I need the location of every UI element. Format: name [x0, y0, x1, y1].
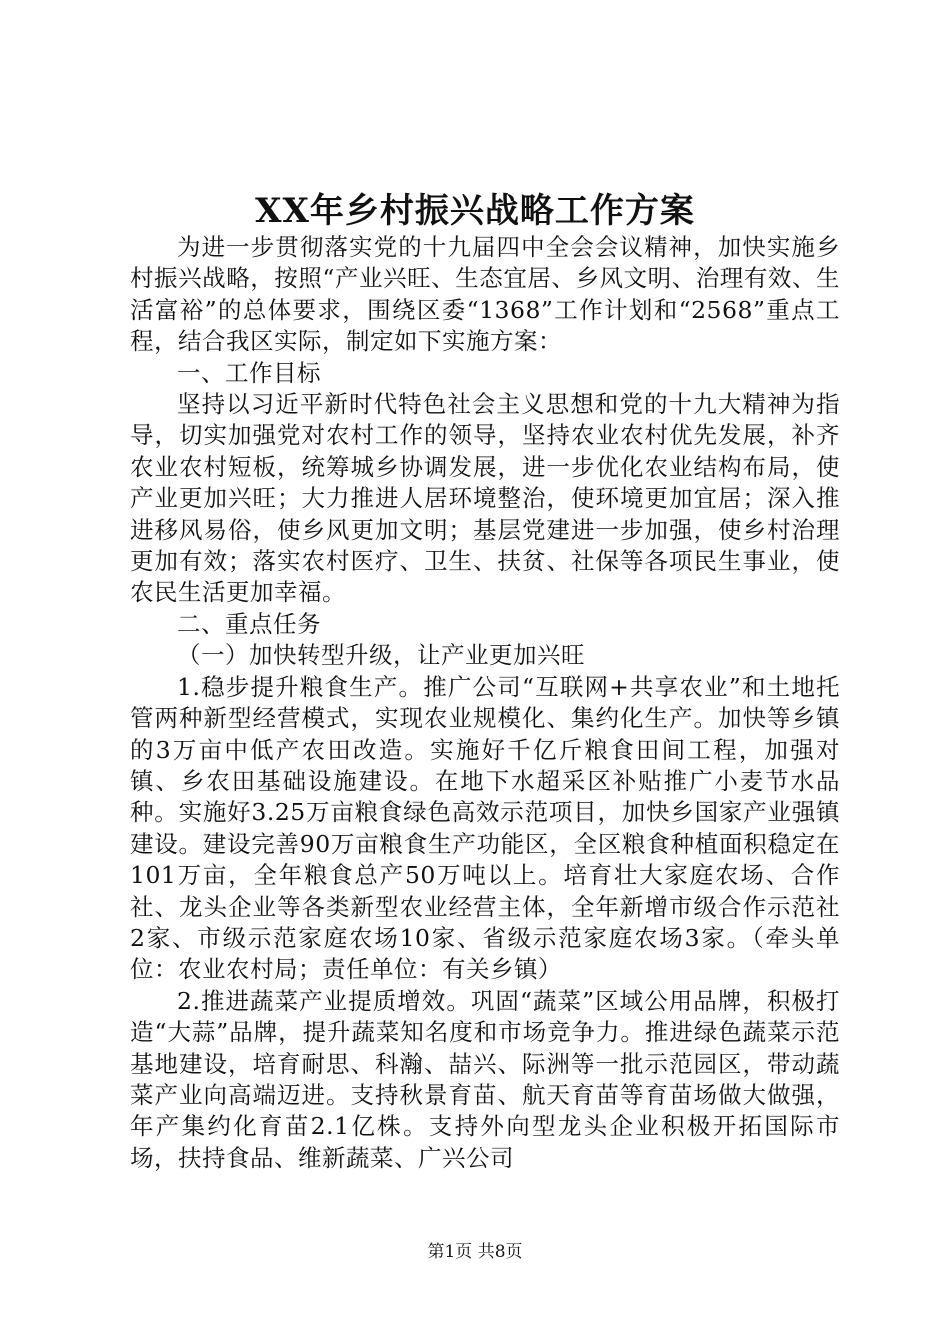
- page-number: 第1页 共8页: [427, 1242, 523, 1262]
- paragraph-grain-production: 1.稳步提升粮食生产。推广公司“互联网+共享农业”和土地托管两种新型经营模式，实现农业规模化、集约化生产。加快等乡镇的3万亩中低产农田改造。实施好千亿斤粮食田间工程，加强对镇、乡农田基础设施建设。在地下水超采区补贴推广小麦节水品种。实施好3.25万亩粮食绿色高效示范项目，加快乡国家产业强镇建设。建设完善90万亩粮食生产功能区，全区粮食种植面积稳定在101万亩，全年粮食总产50万吨以上。培育壮大家庭农场、合作社、龙头企业等各类新型农业经营主体，全年新增市级合作示范社2家、市级示范家庭农场10家、省级示范家庭农场3家。（牵头单位：农业农村局；责任单位：有关乡镇）: [130, 672, 840, 984]
- document-title: XX年乡村振兴战略工作方案: [255, 191, 695, 231]
- paragraph-vegetable-industry: 2.推进蔬菜产业提质增效。巩固“蔬菜”区域公用品牌，积极打造“大蒜”品牌，提升蔬菜知名度和市场竞争力。推进绿色蔬菜示范基地建设，培育耐思、科瀚、喆兴、际洲等一批示范园区，带动蔬菜产业向高端迈进。支持秋景育苗、航天育苗等育苗场做大做强，年产集约化育苗2.1亿株。支持外向型龙头企业积极开拓国际市场，扶持食品、维新蔬菜、广兴公司: [130, 986, 840, 1172]
- heading-key-tasks: 二、重点任务: [177, 609, 321, 638]
- paragraph-work-goals: 坚持以习近平新时代特色社会主义思想和党的十九大精神为指导，切实加强党对农村工作的领导，坚持农业农村优先发展，补齐农业农村短板，统筹城乡协调发展，进一步优化农业结构布局，使产业更加兴旺；大力推进人居环境整治，使环境更加宜居；深入推进移风易俗，使乡风更加文明；基层党建进一步加强，使乡村治理更加有效；落实农村医疗、卫生、扶贫、社保等各项民生事业，使农民生活更加幸福。: [130, 390, 840, 607]
- heading-work-goals: 一、工作目标: [177, 358, 321, 387]
- document-body: [130, 232, 840, 1174]
- subheading-industry: （一）加快转型升级，让产业更加兴旺: [177, 641, 585, 670]
- paragraph-intro: 为进一步贯彻落实党的十九届四中全会会议精神，加快实施乡村振兴战略，按照“产业兴旺、生态宜居、乡风文明、治理有效、生活富裕”的总体要求，围绕区委“1368”工作计划和“2568”重点工程，结合我区实际，制定如下实施方案：: [130, 233, 840, 356]
